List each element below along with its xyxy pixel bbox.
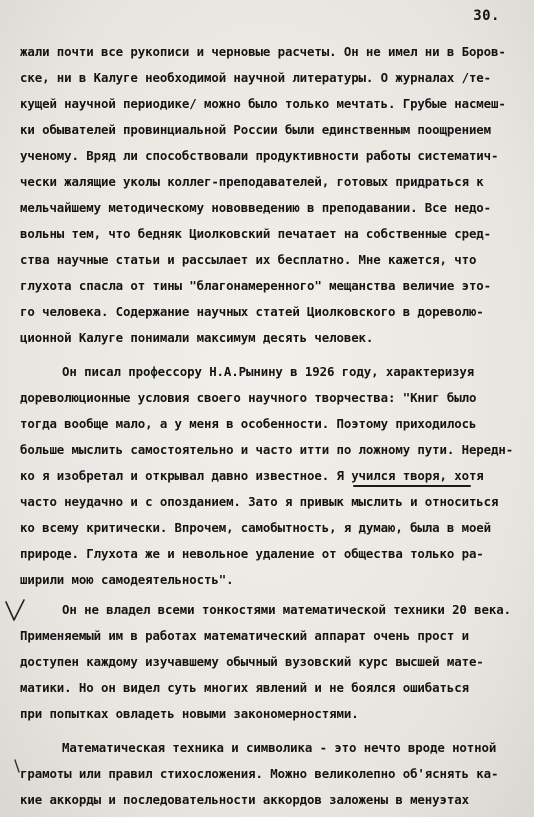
- text-line: ширили мою самодеятельность".: [20, 572, 234, 587]
- text-line: го человека. Содержание научных статей Циолковского в дореволю-: [20, 304, 484, 319]
- text-line: ства научные статьи и рассылает их бесплатно. Мне кажется, что: [20, 252, 477, 267]
- text-line: ко всему критически. Впрочем, самобытность, я думаю, была в моей: [20, 520, 492, 535]
- text-line: кие аккорды и последовательности аккордов заложены в менуэтах: [20, 792, 469, 807]
- text-line: чески жалящие уколы коллег-преподавателей, готовых придраться к: [20, 174, 484, 189]
- text-line: доступен каждому изучавшему обычный вузовский курс высшей мате-: [20, 654, 484, 669]
- text-line: глухота спасла от тины "благонамеренного" мещанства величие это-: [20, 278, 492, 293]
- margin-check-mark-icon: [4, 598, 26, 624]
- text-line: ки обывателей провинциальной России были единственным поощрением: [20, 122, 492, 137]
- text-line: ученому. Вряд ли способствовали продуктивности работы систематич-: [20, 148, 499, 163]
- text-line: ко я изобретал и открывал давно известное. Я учился творя, хотя: [20, 468, 484, 483]
- text-line: мельчайшему методическому нововведению в преподавании. Все недо-: [20, 200, 492, 215]
- text-line: Он не владел всеми тонкостями математической техники 20 века.: [62, 602, 511, 617]
- text-line: Он писал профессору Н.А.Рынину в 1926 году, характеризуя: [62, 364, 475, 379]
- text-line: матики. Но он видел суть многих явлений и не боялся ошибаться: [20, 680, 469, 695]
- text-line: грамоты или правил стихосложения. Можно великолепно об'яснять ка-: [20, 766, 499, 781]
- text-line: Применяемый им в работах математический аппарат очень прост и: [20, 628, 469, 643]
- text-line: ционной Калуге понимали максимум десять человек.: [20, 330, 374, 345]
- text-line: больше мыслить самостоятельно и часто итти по ложному пути. Нередн-: [20, 442, 514, 457]
- text-line: кущей научной периодике/ можно было только мечтать. Грубые насмеш-: [20, 96, 506, 111]
- text-line: жали почти все рукописи и черновые расчеты. Он не имел ни в Боров-: [20, 44, 506, 59]
- text-line: природе. Глухота же и невольное удаление от общества только ра-: [20, 546, 484, 561]
- text-line: часто неудачно и с опозданием. Зато я привык мыслить и относиться: [20, 494, 499, 509]
- text-line: вольны тем, что бедняк Циолковский печатает на собственные сред-: [20, 226, 492, 241]
- text-line: дореволюционные условия своего научного творчества: "Книг было: [20, 390, 477, 405]
- handwritten-underline: [353, 485, 471, 487]
- text-line: при попытках овладеть новыми закономерностями.: [20, 706, 359, 721]
- text-line: ске, ни в Калуге необходимой научной литературы. О журналах /те-: [20, 70, 492, 85]
- page-number: 30.: [473, 8, 500, 24]
- text-line: Математическая техника и символика - это нечто вроде нотной: [62, 740, 497, 755]
- text-line: тогда вообще мало, а у меня в особенности. Поэтому приходилось: [20, 416, 477, 431]
